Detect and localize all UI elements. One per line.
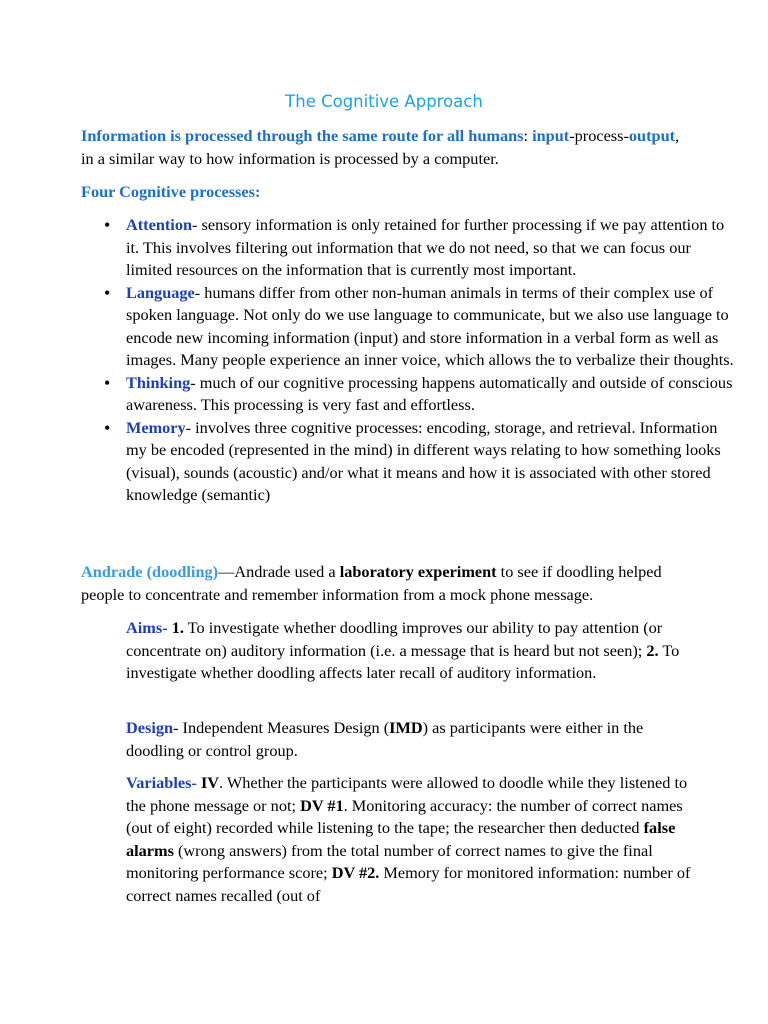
andrade-text-2: to see if doodling helped people to concentrate and remember information from a mock phone message.: [81, 562, 662, 604]
process-text: - involves three cognitive processes: encoding, storage, and retrieval. Information my be encoded (represented in the mind) in different ways relating to how something looks (visual), sounds (acoustic) and/or what it means and how it is associated with other stored knowledge (semantic): [126, 417, 721, 504]
process-text: - sensory information is only retained for further processing if we pay attention to it. This involves filtering out information that we do not need, so that we can focus our limited resources on the information that is currently most important.: [126, 215, 725, 279]
design-paragraph: [126, 717, 691, 762]
variables-dv2: DV #2.: [331, 863, 380, 882]
andrade-paragraph: [81, 561, 691, 606]
design-text-2: ) as participants were either in the doodling or control group.: [126, 718, 644, 760]
intro-output: output: [628, 126, 676, 145]
aims-number-2: 2.: [646, 640, 659, 660]
andrade-label: Andrade (doodling): [81, 562, 219, 581]
list-item: [126, 282, 736, 372]
aims-text-2: To investigate whether doodling affects later recall of auditory information.: [126, 640, 680, 682]
process-term: Attention: [126, 215, 193, 234]
variables-paragraph: [126, 772, 691, 907]
list-item: [126, 417, 736, 507]
intro-colon: :: [523, 126, 533, 145]
aims-label: Aims: [126, 618, 163, 637]
aims-paragraph: [126, 617, 691, 685]
variables-text-1: . Whether the participants were allowed to doodle while they listened to the phone message or not;: [126, 773, 688, 815]
aims-number-1: 1.: [171, 618, 184, 637]
list-item: [126, 214, 736, 282]
processes-heading: Four Cognitive processes:: [81, 182, 261, 201]
andrade-bold: laboratory experiment: [339, 562, 497, 581]
variables-dash: -: [191, 773, 201, 792]
variables-text-4: Memory for monitored information: number of correct names recalled (out of: [126, 863, 691, 905]
list-item: [126, 372, 736, 417]
design-text-1: - Independent Measures Design (: [173, 718, 390, 737]
variables-dv1: DV #1: [300, 795, 344, 815]
intro-lead: Information is processed through the same route for all humans: [81, 126, 524, 145]
design-bold: IMD: [389, 718, 423, 737]
andrade-text-1: —Andrade used a: [218, 562, 340, 581]
process-term: Language: [126, 282, 195, 302]
variables-text-2: . Monitoring accuracy: the number of correct names (out of eight) recorded while listening to the tape; the researcher then deducted: [126, 795, 683, 837]
process-term: Memory: [126, 417, 186, 437]
variables-label: Variables: [126, 773, 192, 792]
aims-dash: -: [162, 618, 172, 637]
intro-input: input: [532, 126, 570, 145]
intro-rest: , in a similar way to how information is processed by a computer.: [81, 126, 680, 168]
variables-iv: IV: [200, 773, 220, 792]
intro-paragraph: [81, 125, 691, 170]
process-text: - humans differ from other non-human animals in terms of their complex use of spoken language. Not only do we use language to communicate, but we also use language to encode new incoming information (input) and store information in a verbal form as well as images. Many people experience an inner voice, which allows the to verbalize their thoughts.: [126, 282, 734, 369]
process-text: - much of our cognitive processing happens automatically and outside of conscious awareness. This processing is very fast and effortless.: [126, 372, 733, 414]
processes-list: [81, 214, 736, 507]
variables-text-3: (wrong answers) from the total number of correct names to give the final monitoring performance score;: [126, 840, 653, 882]
variables-false-alarms: false alarms: [126, 818, 676, 860]
aims-text-1: To investigate whether doodling improves our ability to pay attention (or concentrate on) auditory information (i.e. a message that is heard but not seen);: [126, 618, 663, 660]
design-label: Design: [126, 718, 174, 737]
process-term: Thinking: [126, 372, 191, 392]
page-title: The Cognitive Approach: [285, 92, 483, 111]
intro-process: -process-: [569, 126, 629, 145]
